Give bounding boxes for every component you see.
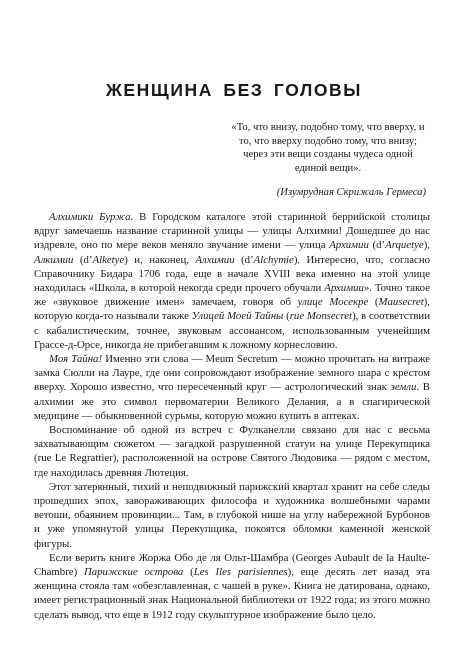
epigraph-quote: «То, что внизу, подобно тому, что вверху, и то, что вверху подобно тому, что внизу; через эти вещи созданы чудеса одной единой вещи». xyxy=(231,122,425,175)
text-run: (d’ xyxy=(234,253,254,266)
italic-run: Улицей Моей Тайны xyxy=(191,310,284,323)
italic-run: Алкимии xyxy=(34,253,74,266)
body-text xyxy=(34,210,430,622)
text-run: ». Точно такое же «звуковое движение имен» замечаем, говоря об xyxy=(34,282,430,309)
italic-run: rue Monsecret xyxy=(289,310,353,323)
text-run: В Городском каталоге этой старинной беррийской столицы вдруг замечаешь название старинной улицы — улицы Алхимии! Дошедшее до нас издревле, оно по мере веков меняло звучание имени — улица xyxy=(34,211,430,252)
italic-run: земли xyxy=(390,381,417,394)
text-run: ( xyxy=(368,296,379,309)
chapter-title: ЖЕНЩИНА БЕЗ ГОЛОВЫ xyxy=(105,80,363,100)
text-run: Если верить книге Жоржа Обо де ля Ольт-Шамбра (Georges Aubault de la Haulte-Chambre) xyxy=(34,551,430,579)
text-run: (d’ xyxy=(368,239,386,252)
italic-run: Les Iles parisiennes xyxy=(193,566,288,579)
italic-run: Alketye xyxy=(92,253,125,266)
text-run: ), в соответствии с кабалистическим, точнее, звуковым ассонансом, использованным ученейшим Грассе-д-Орсе, никогда не прибегавшим к ложному корнесловию. xyxy=(34,310,430,351)
italic-run: Моя Тайна! xyxy=(49,353,103,366)
italic-run: Архимии xyxy=(329,239,369,252)
italic-run: Архимии xyxy=(324,282,364,295)
italic-run: Alchymie xyxy=(253,253,294,266)
italic-run: Arquetye xyxy=(385,239,424,252)
text-run: ), еще десять лет назад эта женщина стояла там «обезглавленная, с чашей в руке». Книга не датирована, однако, имеет регистрационный знак Национальной библиотеки от 1922 года; из этого можно сделать вывод, что еще в 1912 году скульптурное изображение было цело. xyxy=(34,566,430,621)
body-paragraph xyxy=(34,480,430,551)
italic-run: Алхимики Буржа. xyxy=(49,211,134,223)
text-run: (d’ xyxy=(73,253,93,266)
text-run: Воспоминание об одной из встреч с Фулканелли связано для нас с весьма захватывающим сюжетом — загадкой разрушенной статуи на улице Перекупщика (rue Le Regrattier), расположенной на острове Святого Людовика — рядом с местом, где находилась древняя Лютеция. xyxy=(34,424,430,479)
italic-run: Алхимии xyxy=(195,253,235,266)
text-run: Этот затерянный, тихий и неподвижный парижский квартал хранит на себе следы прошедших эпох, завораживающих философа и художника волшебными чарами ветоши, обаянием провинции... Там, в глубокой нише на углу набережной Бурбонов и уже упомянутой улицы Перекупщика, покоятся обломки каменной женской фигуры. xyxy=(34,480,430,550)
body-paragraph xyxy=(34,551,430,622)
text-run: ) и, наконец, xyxy=(124,253,196,266)
text-run: . В алхимии же это символ первоматерии Великого Делания, а в спагирической медицине — обыкновенной сурьмы, которую можно купить в аптеках. xyxy=(34,381,431,422)
text-run: Именно эти слова — Meum Secretum — можно прочитать на витраже замка Сюлли на Лауре, где они сопровождают изображение земного шара с крестом вверху. Хорошо известно, что пересеченный круг — астрологический знак xyxy=(34,353,430,394)
text-run: ), xyxy=(423,239,430,252)
body-paragraph xyxy=(34,210,430,352)
italic-run: Mausecret xyxy=(378,296,424,309)
body-paragraph xyxy=(34,352,430,423)
epigraph-source: (Изумрудная Скрижаль Гермеса) xyxy=(276,187,426,198)
text-run: ). Интересно, что, согласно Справочнику Бидара 1706 года, еще в начале XVIII века именно на этой улице находилась «Школа, в которой некогда среди прочего обучали xyxy=(34,253,430,295)
body-paragraph xyxy=(34,423,430,480)
text-run: ), которую когда-то называли также xyxy=(34,296,430,323)
italic-run: Парижские острова xyxy=(83,566,184,579)
italic-run: улице Мосекре xyxy=(297,296,369,309)
text-run: ( xyxy=(183,566,194,579)
text-run: ( xyxy=(283,310,290,323)
